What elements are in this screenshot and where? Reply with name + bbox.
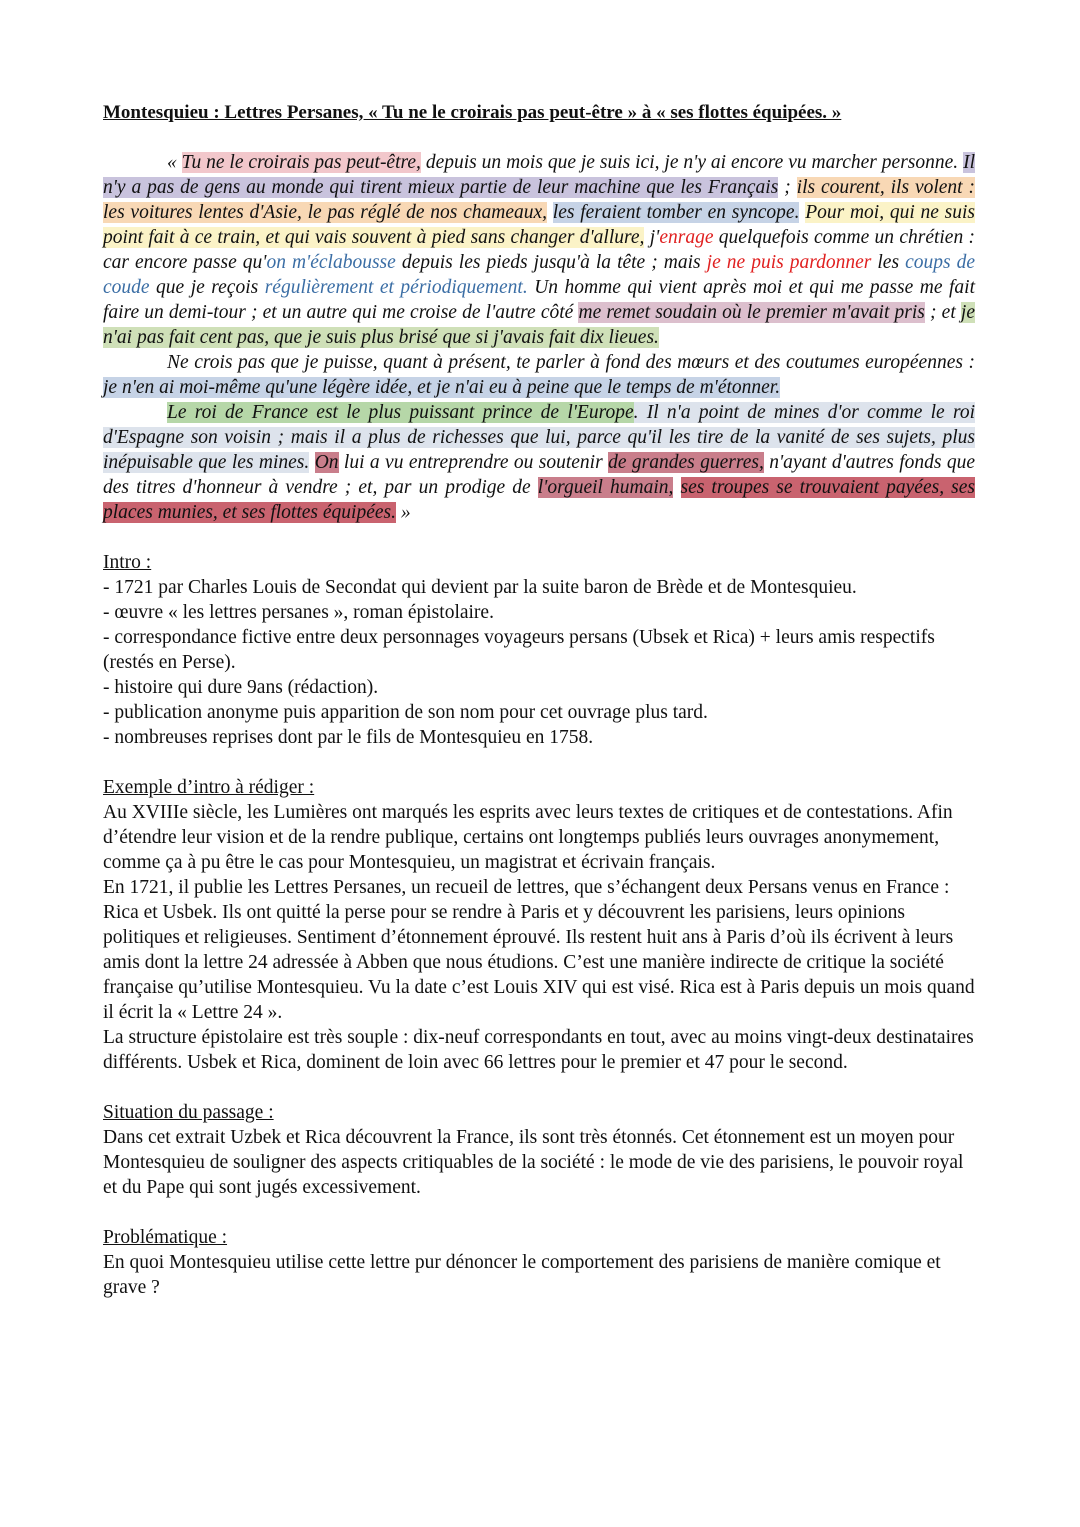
list-item: - histoire qui dure 9ans (rédaction).	[103, 677, 379, 698]
intro-list	[103, 575, 975, 750]
example-paragraph: Au XVIIIe siècle, les Lumières ont marqués les esprits avec leurs textes de critiques et de contestations. Afin d’étendre leur vision et de la rendre publique, certains ont longtemps publiés leurs ouvrages anonymement, comme ça à pu être le cas pour Montesquieu, un magistrat et écrivain français.	[103, 802, 953, 873]
list-item: - publication anonyme puis apparition de son nom pour cet ouvrage plus tard.	[103, 702, 708, 723]
text-run: que je reçois	[149, 277, 265, 298]
highlighted-phrase: je ne puis pardonner	[706, 252, 872, 273]
example-intro-section	[103, 775, 975, 1075]
document-page	[103, 100, 975, 1300]
highlighted-phrase: Le roi de France est le plus puissant prince de l'Europe	[167, 402, 634, 423]
problematique-heading: Problématique :	[103, 1227, 228, 1248]
situation-heading: Situation du passage :	[103, 1102, 274, 1123]
text-run	[673, 477, 680, 498]
highlighted-phrase: on m'éclabousse	[266, 252, 396, 273]
highlighted-phrase: Tu ne le croirais pas peut-être,	[181, 152, 421, 173]
problematique-section	[103, 1225, 975, 1300]
text-run: Un homme qui vient après moi et qui me passe me fait faire un demi-tour ; et un autre qui me croise de l'autre côté	[103, 277, 975, 323]
highlighted-phrase: je n'ai pas fait cent pas, que je suis plus brisé que si j'avais fait dix lieues.	[103, 302, 975, 348]
list-item: - correspondance fictive entre deux personnages voyageurs persans (Ubsek et Rica) + leurs amis respectifs (restés en Perse).	[103, 627, 935, 673]
situation-text: Dans cet extrait Uzbek et Rica découvrent la France, ils sont très étonnés. Cet étonnement est un moyen pour Montesquieu de souligner des aspects critiquables de la société : le mode de vie des parisiens, le pouvoir royal et du Pape qui sont jugés excessivement.	[103, 1127, 964, 1198]
quote-paragraph-3	[103, 400, 975, 525]
text-run: lui a vu entreprendre ou soutenir	[338, 452, 609, 473]
highlighted-phrase: les feraient tomber en syncope.	[552, 202, 800, 223]
highlighted-phrase: Pour moi, qui ne suis point fait à ce train, et qui vais souvent à pied sans changer d'allure,	[103, 202, 976, 248]
example-paragraph: La structure épistolaire est très souple : dix-neuf correspondants en tout, avec au moins vingt-deux destinataires différents. Usbek et Rica, dominent de loin avec 66 lettres pour le premier et 47 pour le second.	[103, 1027, 974, 1073]
text-run: quelquefois comme un chrétien : car encore passe qu'	[103, 227, 976, 273]
text-run: Ne crois pas que je puisse, quant à présent, te parler à fond des mœurs et des coutumes européennes :	[167, 352, 975, 373]
highlighted-phrase: On	[314, 452, 339, 473]
highlighted-phrase: ses troupes se trouvaient payées, ses places munies, et ses flottes équipées.	[103, 477, 975, 523]
highlighted-phrase: me remet soudain où le premier m'avait pris	[578, 302, 925, 323]
list-item: - nombreuses reprises dont par le fils de Montesquieu en 1758.	[103, 727, 594, 748]
text-run: n'ayant d'autres fonds que des titres d'honneur à vendre ; et, par un prodige de	[103, 452, 976, 498]
text-run: j'	[644, 227, 660, 248]
intro-heading: Intro :	[103, 552, 152, 573]
example-intro-heading: Exemple d’intro à rédiger :	[103, 777, 315, 798]
list-item: - œuvre « les lettres persanes », roman épistolaire.	[103, 602, 494, 623]
highlighted-phrase: coups de coude	[103, 252, 976, 298]
highlighted-phrase: je n'en ai moi-même qu'une légère idée, et je n'ai eu à peine que le temps de m'étonner.	[103, 377, 781, 398]
example-paragraph: En 1721, il publie les Lettres Persanes, un recueil de lettres, que s’échangent deux Persans venus en France : Rica et Usbek. Ils ont quitté la perse pour se rendre à Paris et y découvrent les parisiens, leurs opinions politiques et religieuses. Sentiment d’étonnement éprouvé. Ils restent huit ans à Paris d’où ils écrivent à leurs amis dont la lettre 24 adressée à Abben que nous étudions. C’est une manière indirecte de critique la société française qu’utilise Montesquieu. Vu la date c’est Louis XIV qui est visé. Rica est à Paris depuis un mois quand il écrit la « Lettre 24 ».	[103, 877, 975, 1023]
situation-section	[103, 1100, 975, 1200]
intro-section	[103, 550, 975, 750]
text-run: depuis un mois que je suis ici, je n'y ai encore vu marcher personne.	[420, 152, 964, 173]
highlighted-phrase: régulièrement et périodiquement.	[264, 277, 528, 298]
quote-paragraph-2	[103, 350, 975, 400]
highlighted-phrase: enrage	[659, 227, 714, 248]
text-run: ; et	[924, 302, 961, 323]
highlighted-phrase: l'orgueil humain,	[537, 477, 674, 498]
list-item: - 1721 par Charles Louis de Secondat qui devient par la suite baron de Brède et de Montesquieu.	[103, 577, 857, 598]
text-run	[309, 452, 314, 473]
text-run: ;	[778, 177, 797, 198]
quoted-excerpt	[103, 150, 975, 525]
highlighted-phrase: ils courent, ils volent : les voitures lentes d'Asie, le pas réglé de nos chameaux,	[103, 177, 976, 223]
quote-paragraph-1	[103, 150, 975, 350]
text-run: les	[871, 252, 906, 273]
highlighted-phrase: de grandes guerres,	[608, 452, 764, 473]
text-run: depuis les pieds jusqu'à la tête ; mais	[395, 252, 707, 273]
document-title: Montesquieu : Lettres Persanes, « Tu ne le croirais pas peut-être » à « ses flottes équipées. »	[103, 102, 842, 123]
text-run: »	[395, 502, 411, 523]
highlighted-phrase: Il n'y a pas de gens au monde qui tirent mieux partie de leur machine que les Français	[103, 152, 976, 198]
text-run	[547, 202, 553, 223]
problematique-text: En quoi Montesquieu utilise cette lettre pur dénoncer le comportement des parisiens de manière comique et grave ?	[103, 1252, 941, 1298]
text-run: «	[167, 152, 182, 173]
highlighted-phrase: . Il n'a point de mines d'or comme le roi d'Espagne son voisin ; mais il a plus de richesses que lui, parce qu'il les tire de la vanité de ses sujets, plus inépuisable que les mines.	[103, 402, 975, 473]
